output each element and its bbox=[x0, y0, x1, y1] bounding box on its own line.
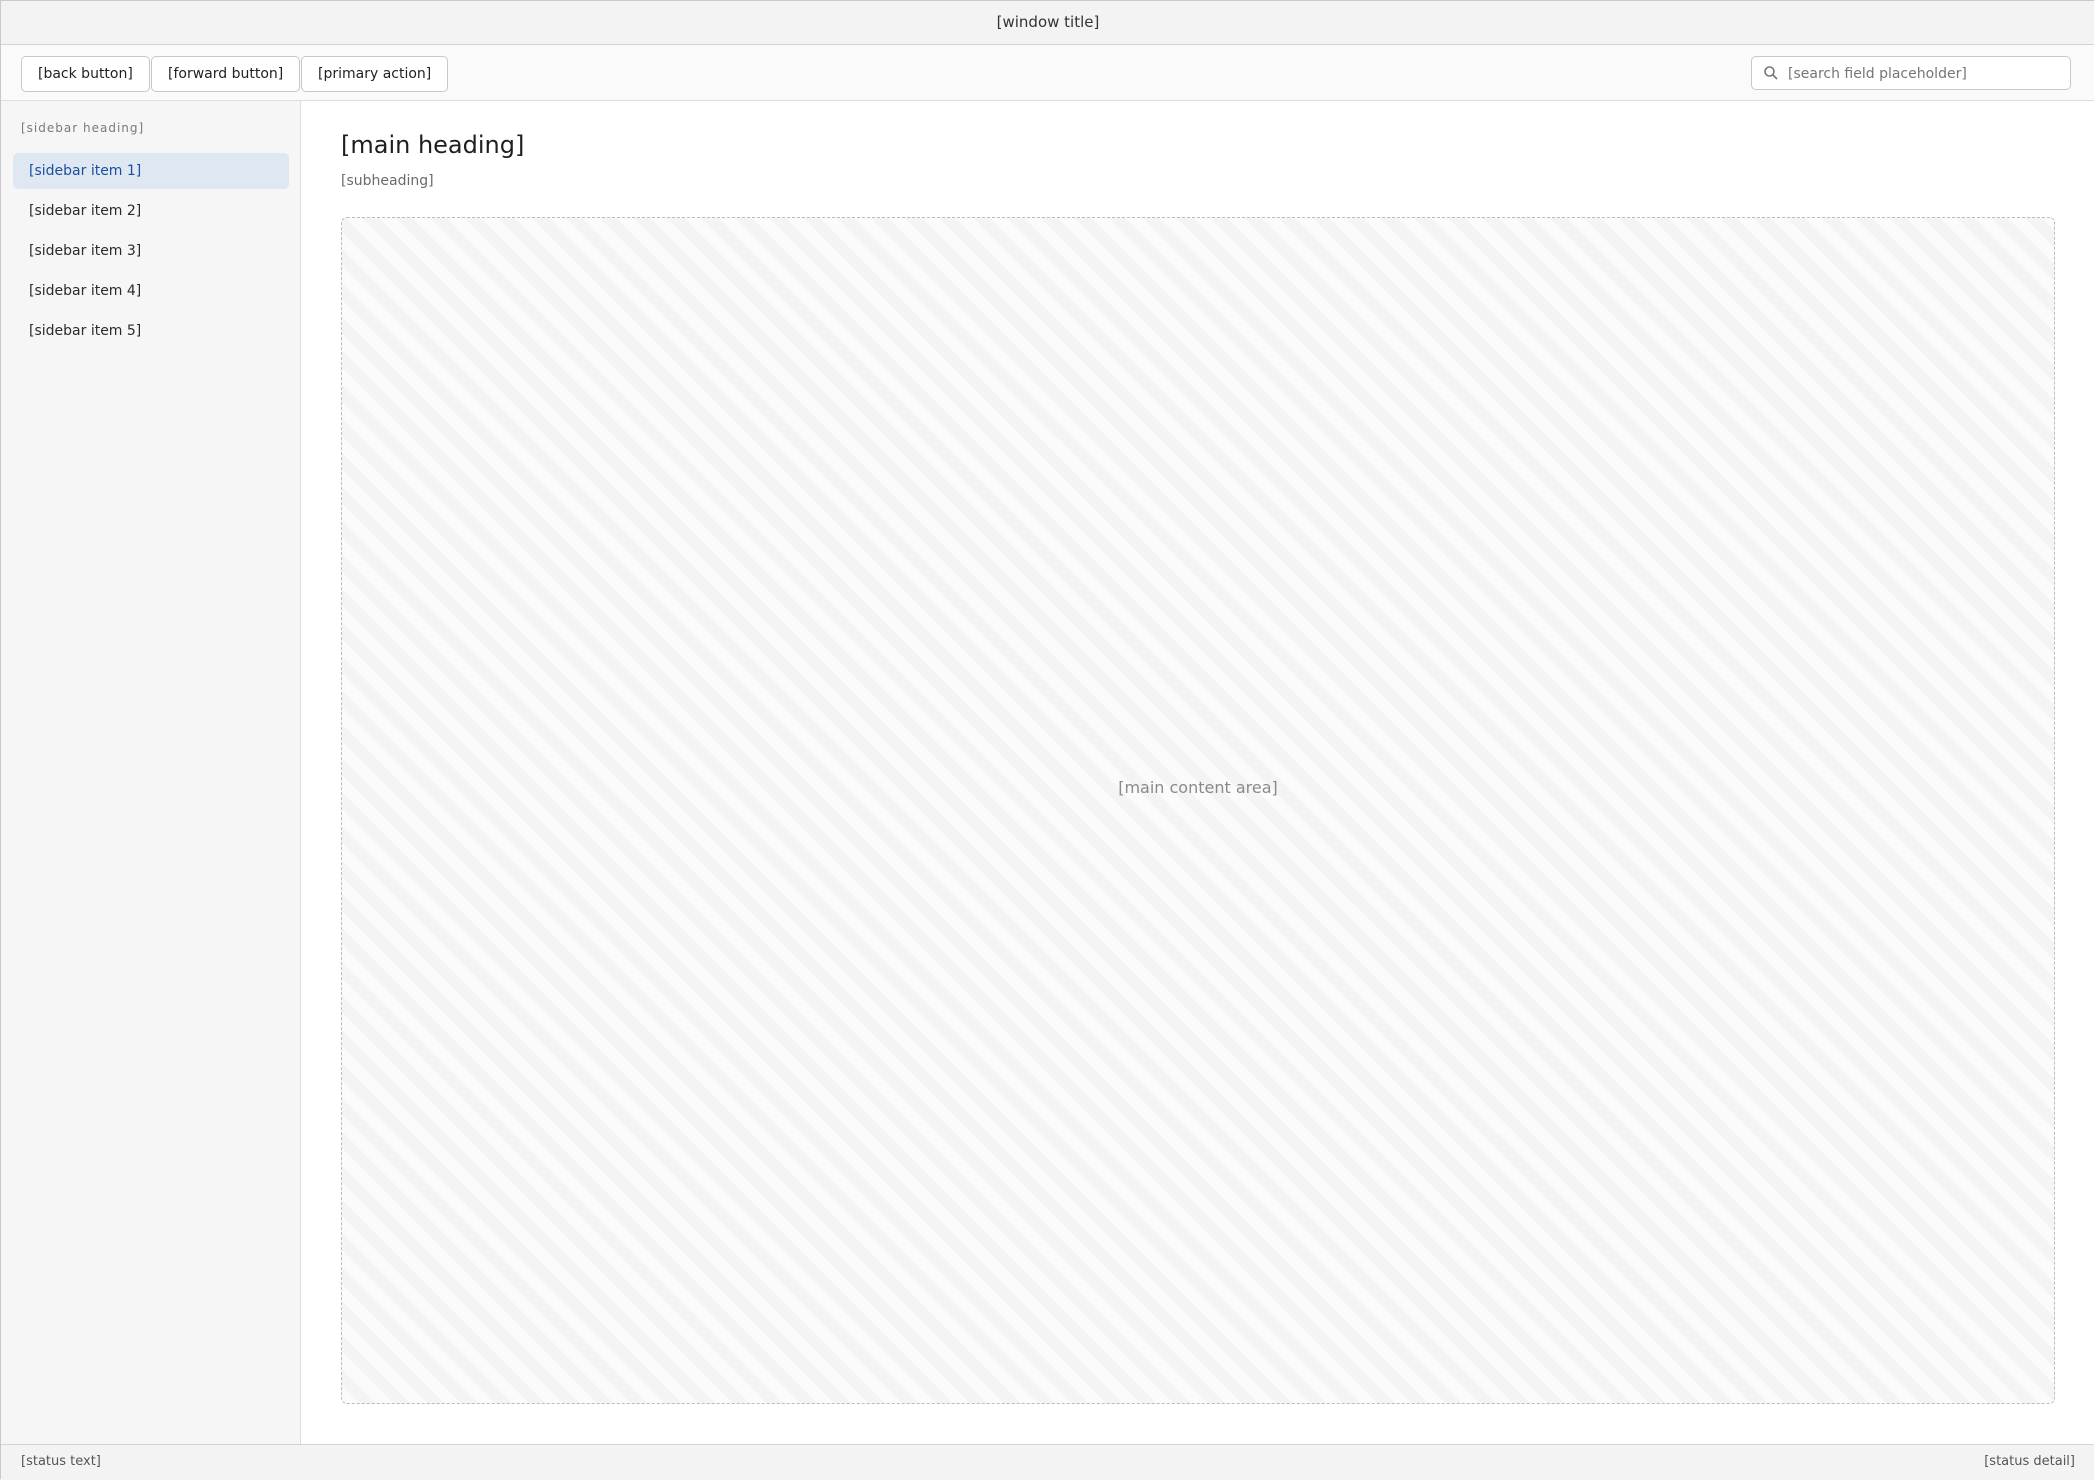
search-input[interactable] bbox=[1786, 63, 2060, 85]
back-button[interactable]: [back button] bbox=[21, 56, 150, 92]
page-subtitle: [subheading] bbox=[341, 173, 434, 189]
window-title: [window title] bbox=[996, 13, 1100, 31]
status-text: [status text] bbox=[21, 1454, 101, 1469]
status-bar bbox=[1, 1444, 2094, 1480]
page-title: [main heading] bbox=[341, 131, 525, 159]
primary-action-button[interactable]: [primary action] bbox=[301, 56, 448, 92]
sidebar bbox=[1, 101, 301, 1444]
forward-button[interactable]: [forward button] bbox=[151, 56, 300, 92]
toolbar bbox=[1, 45, 2094, 101]
sidebar-item[interactable]: [sidebar item 1] bbox=[13, 153, 289, 189]
sidebar-item[interactable]: [sidebar item 3] bbox=[29, 243, 142, 259]
sidebar-item[interactable]: [sidebar item 2] bbox=[29, 203, 142, 219]
sidebar-heading: [sidebar heading] bbox=[21, 121, 145, 135]
content-canvas bbox=[341, 217, 2055, 1404]
sidebar-item[interactable]: [sidebar item 5] bbox=[29, 323, 142, 339]
status-detail: [status detail] bbox=[1984, 1454, 2075, 1469]
search-box[interactable] bbox=[1751, 56, 2071, 90]
title-bar bbox=[1, 1, 2094, 45]
main-content bbox=[301, 101, 2094, 1444]
sidebar-item[interactable]: [sidebar item 4] bbox=[29, 283, 142, 299]
canvas-label: [main content area] bbox=[1118, 778, 1278, 797]
search-icon bbox=[1763, 65, 1779, 81]
